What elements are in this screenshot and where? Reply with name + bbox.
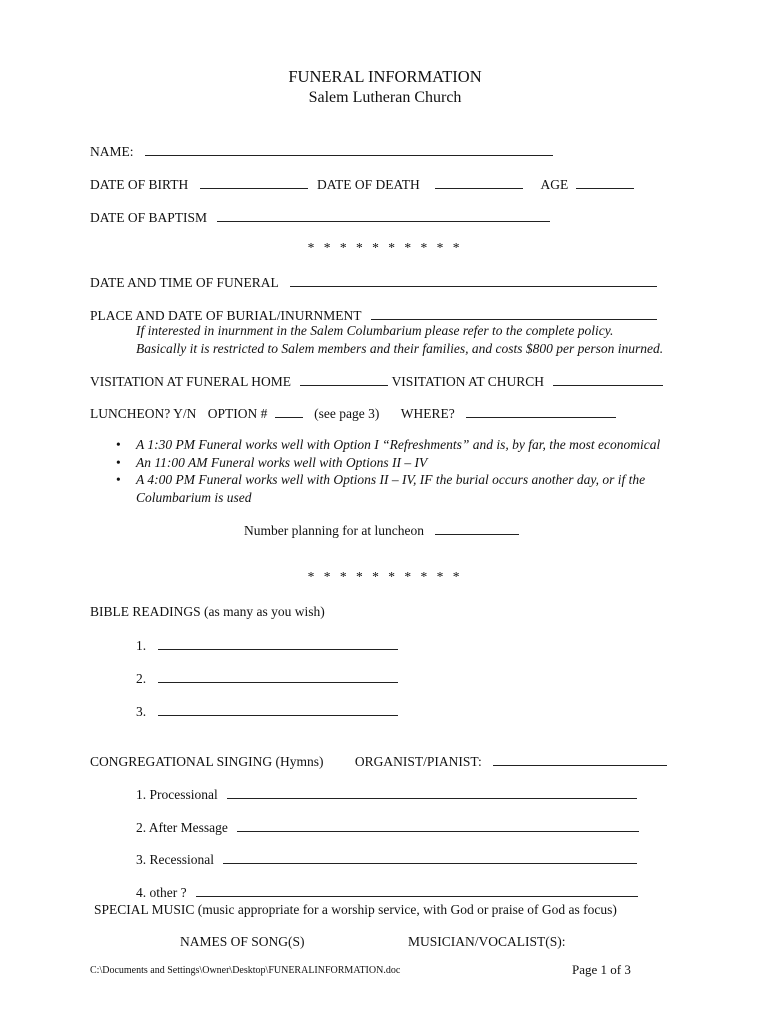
song-names-column: NAMES OF SONG(S) <box>180 934 305 949</box>
visitation-home-label: VISITATION AT FUNERAL HOME <box>90 374 292 389</box>
hymn-field[interactable] <box>237 819 639 832</box>
burial-label: PLACE AND DATE OF BURIAL/INURNMENT <box>90 308 362 323</box>
luncheon-bullets <box>110 436 696 506</box>
burial-field[interactable] <box>371 307 657 320</box>
baptism-field[interactable] <box>217 209 550 222</box>
page-number: Page 1 of 3 <box>572 962 631 977</box>
dob-field[interactable] <box>200 176 308 189</box>
bullet-dot-icon: • <box>116 472 121 487</box>
file-path-footer: C:\Documents and Settings\Owner\Desktop\FUNERALINFORMATION.doc <box>90 965 401 976</box>
dod-field[interactable] <box>435 176 523 189</box>
number-planning-label: Number planning for at luncheon <box>244 523 424 538</box>
hymn-field[interactable] <box>196 884 638 897</box>
bible-readings-heading: BIBLE READINGS (as many as you wish) <box>90 604 325 619</box>
baptism-row <box>90 209 550 226</box>
bullet-dot-icon: • <box>116 454 121 470</box>
bible-reading-row: 1. <box>136 637 398 654</box>
where-label: WHERE? <box>400 406 455 421</box>
age-field[interactable] <box>576 176 634 189</box>
bible-reading-row: 2. <box>136 670 398 687</box>
burial-note-1: If interested in inurnment in the Salem Columbarium please refer to the complete policy. <box>136 323 614 338</box>
separator-1: * * * * * * * * * * <box>307 240 463 255</box>
separator-2: * * * * * * * * * * <box>307 569 463 584</box>
organist-label: ORGANIST/PIANIST: <box>354 754 482 769</box>
funeral-time-field[interactable] <box>290 274 657 287</box>
hymn-field[interactable] <box>227 786 637 799</box>
bullet-item: • A 1:30 PM Funeral works well with Option I “Refreshments” and is, by far, the most economical <box>116 437 661 452</box>
singing-row <box>90 753 667 770</box>
special-music-heading: SPECIAL MUSIC (music appropriate for a worship service, with God or praise of God as focus) <box>94 902 617 917</box>
option-field[interactable] <box>275 405 303 418</box>
number-planning-row <box>244 522 519 539</box>
hymn-row: 2. After Message <box>136 819 639 836</box>
name-field[interactable] <box>145 143 553 156</box>
bullet-item: • A 4:00 PM Funeral works well with Options II – IV, IF the burial occurs another day, or if the Columbarium is used <box>116 472 646 505</box>
where-field[interactable] <box>466 405 616 418</box>
burial-note-2: Basically it is restricted to Salem members and their families, and costs $800 per person inurned. <box>136 341 664 356</box>
singing-heading: CONGREGATIONAL SINGING (Hymns) <box>90 754 324 769</box>
visitation-church-field[interactable] <box>553 373 663 386</box>
option-label: OPTION # <box>207 406 268 421</box>
luncheon-label: LUNCHEON? Y/N <box>90 406 197 421</box>
bible-reading-field[interactable] <box>158 637 398 650</box>
document-title: FUNERAL INFORMATION <box>288 67 482 86</box>
hymn-row: 3. Recessional <box>136 851 637 868</box>
name-label: NAME: <box>90 144 134 159</box>
hymn-row: 4. other ? <box>136 884 638 901</box>
bullet-item: • An 11:00 AM Funeral works well with Options II – IV <box>116 454 428 470</box>
bullet-dot-icon: • <box>116 437 121 452</box>
number-planning-field[interactable] <box>435 522 519 535</box>
visitation-row <box>90 373 663 390</box>
visitation-home-field[interactable] <box>300 373 388 386</box>
see-page-note: (see page 3) <box>314 406 380 421</box>
bible-reading-field[interactable] <box>158 670 398 683</box>
baptism-label: DATE OF BAPTISM <box>90 210 208 225</box>
musician-column: MUSICIAN/VOCALIST(S): <box>408 934 566 949</box>
hymn-row: 1. Processional <box>136 786 637 803</box>
dod-label: DATE OF DEATH <box>316 177 420 192</box>
dob-label: DATE OF BIRTH <box>90 177 189 192</box>
funeral-time-label: DATE AND TIME OF FUNERAL <box>90 275 279 290</box>
bible-reading-field[interactable] <box>158 703 398 716</box>
age-label: AGE <box>540 177 569 192</box>
funeral-time-row <box>90 274 657 291</box>
birth-death-row <box>90 176 634 193</box>
hymn-field[interactable] <box>223 851 637 864</box>
visitation-church-label: VISITATION AT CHURCH <box>391 374 544 389</box>
name-row <box>90 143 553 160</box>
organist-field[interactable] <box>493 753 667 766</box>
document-subtitle: Salem Lutheran Church <box>308 89 462 106</box>
bible-reading-row: 3. <box>136 703 398 720</box>
luncheon-row <box>90 405 616 422</box>
